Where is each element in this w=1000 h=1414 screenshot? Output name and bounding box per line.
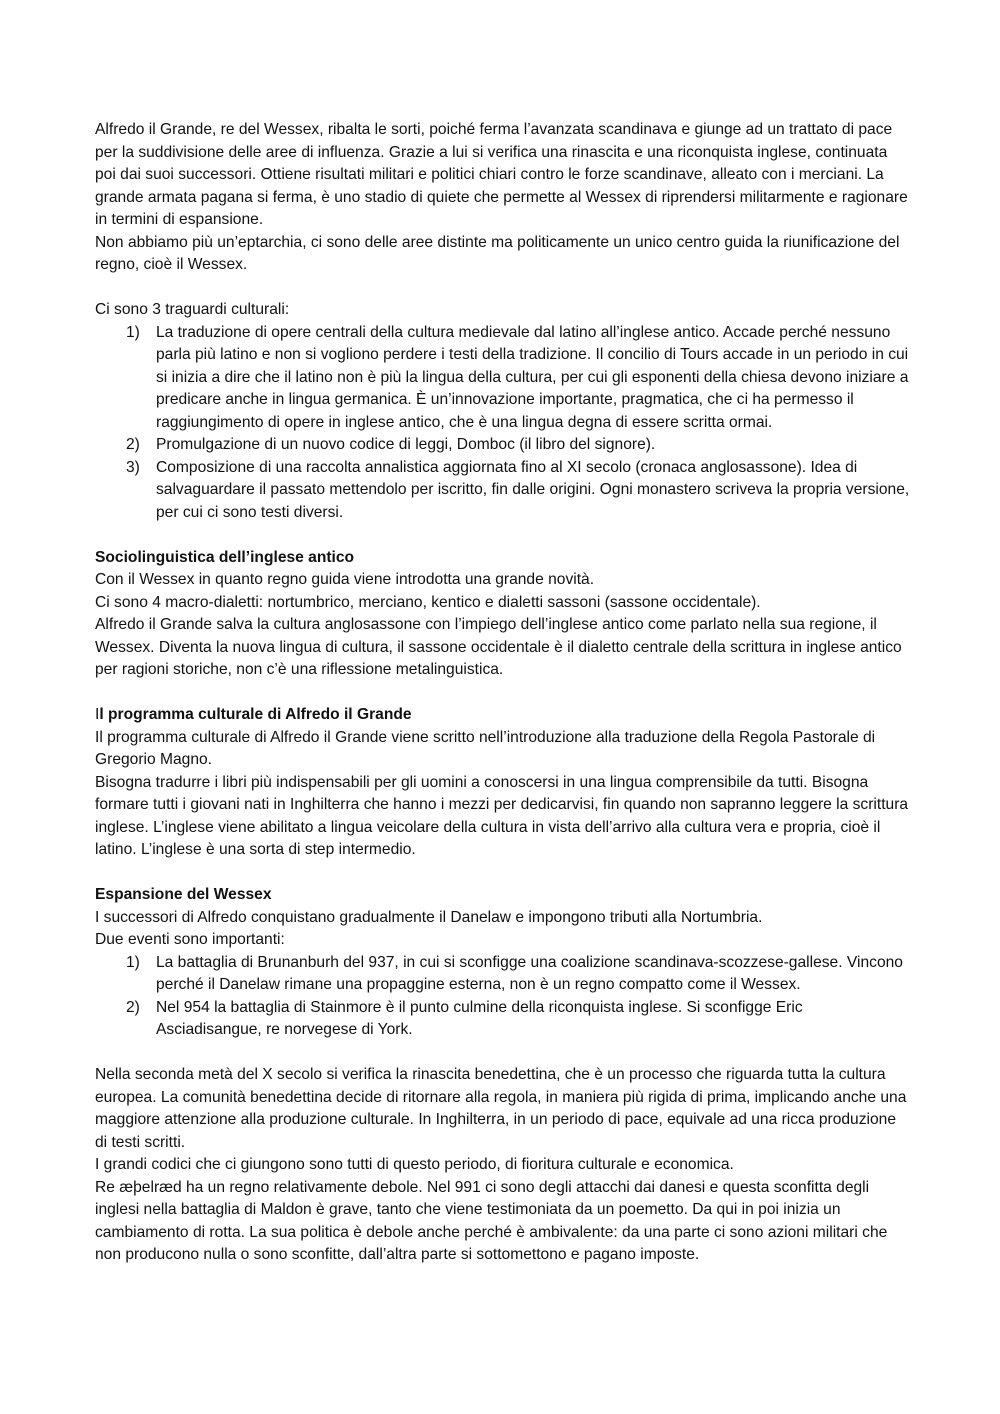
list-item-number: 2) (126, 998, 140, 1016)
intro-paragraph-1: Alfredo il Grande, re del Wessex, ribalta le sorti, poiché ferma l’avanzata scandinava e giunge ad un trattato di pace per la suddivisione delle aree di influenza. Grazie a lui si verifica una rinascita e una riconquista inglese, continuata poi dai suoi successori. Ottiene risultati militari e politici chiari contro le forze scandinave, alleato con i merciani. La grande armata pagana si ferma, è uno stadio di quiete che permette al Wessex di riprendersi militarmente e ragionare in termini di espansione. (95, 121, 908, 228)
section-heading-sociolinguistica: Sociolinguistica dell’inglese antico (95, 548, 355, 566)
sociolinguistica-line-2: Ci sono 4 macro-dialetti: nortumbrico, merciano, kentico e dialetti sassoni (sassone occidentale). (95, 593, 761, 611)
list-item-number: 1) (126, 323, 140, 341)
rinascita-paragraph-1: Nella seconda metà del X secolo si verifica la rinascita benedettina, che è un processo che riguarda tutta la cultura europea. La comunità benedettina decide di ritornare alla regola, in maniera più rigida di prima, implicando anche una maggiore attenzione alla produzione culturale. In Inghilterra, in un periodo di pace, equivale ad una ricca produzione di testi scritti. (95, 1066, 907, 1151)
programma-line-2: Bisogna tradurre i libri più indispensabili per gli uomini a conoscersi in una lingua comprensibile da tutti. Bisogna formare tutti i giovani nati in Inghilterra che hanno i mezzi per dedicarvisi, fin quando non sapranno leggere la scrittura inglese. L’inglese viene abilitato a lingua veicolare della cultura in vista dell’arrivo alla cultura vera e propria, cioè il latino. L’inglese è una sorta di step intermedio. (95, 773, 909, 858)
intro-paragraph-2: Non abbiamo più un’eptarchia, ci sono delle aree distinte ma politicamente un unico centro guida la riunificazione del regno, cioè il Wessex. (95, 233, 900, 273)
traguardi-lead: Ci sono 3 traguardi culturali: (95, 301, 290, 318)
paragraph-gap (95, 862, 910, 885)
rinascita-paragraph-3: Re æþelræd ha un regno relativamente debole. Nel 991 ci sono degli attacchi dai danesi e questa sconfitta degli inglesi nella battaglia di Maldon è grave, tanto che viene testimoniata da un poemetto. Da qui in poi inizia un cambiamento di rotta. La sua politica è debole anche perché è ambivalente: da una parte ci sono azioni militari che non producono nulla o sono sconfitte, dall’altra parte si sottomettono e pagano imposte. (95, 1178, 888, 1263)
programma-line-1: Il programma culturale di Alfredo il Grande viene scritto nell’introduzione alla traduzione della Regola Pastorale di Gregorio Magno. (95, 728, 876, 768)
sociolinguistica-line-3: Alfredo il Grande salva la cultura anglosassone con l’impiego dell’inglese antico come parlato nella sua regione, il Wessex. Diventa la nuova lingua di cultura, il sassone occidentale è il dialetto centrale della scrittura in inglese antico per ragioni storiche, non c’è una riflessione metalinguistica. (95, 616, 902, 678)
espansione-line-2: Due eventi sono importanti: (95, 931, 285, 948)
section-heading-espansione: Espansione del Wessex (95, 886, 272, 903)
section-heading-programma (95, 704, 910, 727)
list-item-number: 1) (126, 953, 140, 971)
traguardi-list (95, 322, 910, 525)
list-item-text: Nel 954 la battaglia di Stainmore è il punto culmine della riconquista inglese. Si sconfigge Eric Asciadisangue, re norvegese di York. (156, 998, 803, 1038)
list-item (95, 952, 910, 997)
espansione-line-1: I successori di Alfredo conquistano gradualmente il Danelaw e impongono tributi alla Nortumbria. (95, 908, 763, 926)
paragraph-gap (95, 277, 910, 300)
paragraph-gap (95, 524, 910, 547)
list-item-text: Composizione di una raccolta annalistica aggiornata fino al XI secolo (cronaca anglosassone). Idea di salvaguardare il passato mettendolo per iscritto, fin dalle origini. Ogni monastero scriveva la propria versione, per cui ci sono testi diversi. (156, 458, 910, 521)
eventi-list (95, 952, 910, 1042)
heading-initial: I (95, 706, 100, 723)
list-item-text: La traduzione di opere centrali della cultura medievale dal latino all’inglese antico. Accade perché nessuno parla più latino e non si vogliono perdere i testi della tradizione. Il concilio di Tours accade in un periodo in cui si inizia a dire che il latino non è più la lingua della cultura, per cui gli esponenti della chiesa devono iniziare a predicare anche in lingua germanica. È un’innovazione importante, pragmatica, che ci ha permesso il raggiungimento di opere in inglese antico, che è una lingua degna di essere scritta ormai. (156, 323, 909, 431)
rinascita-paragraph-2: I grandi codici che ci giungono sono tutti di questo periodo, di fioritura culturale e economica. (95, 1156, 734, 1173)
sociolinguistica-line-1: Con il Wessex in quanto regno guida viene introdotta una grande novità. (95, 571, 595, 588)
list-item-text: Promulgazione di un nuovo codice di leggi, Domboc (il libro del signore). (156, 436, 656, 453)
paragraph-gap (95, 682, 910, 705)
list-item (95, 434, 910, 457)
list-item-number: 2) (126, 436, 140, 453)
list-item (95, 457, 910, 525)
list-item (95, 322, 910, 435)
document-body (95, 119, 910, 1267)
list-item (95, 997, 910, 1042)
paragraph-gap (95, 1042, 910, 1065)
list-item-text: La battaglia di Brunanburh del 937, in cui si sconfigge una coalizione scandinava-scozzese-gallese. Vincono perché il Danelaw rimane una propaggine esterna, non è un regno compatto come il Wessex. (156, 953, 903, 993)
heading-rest: l programma culturale di Alfredo il Grande (99, 706, 412, 723)
list-item-number: 3) (126, 458, 140, 476)
